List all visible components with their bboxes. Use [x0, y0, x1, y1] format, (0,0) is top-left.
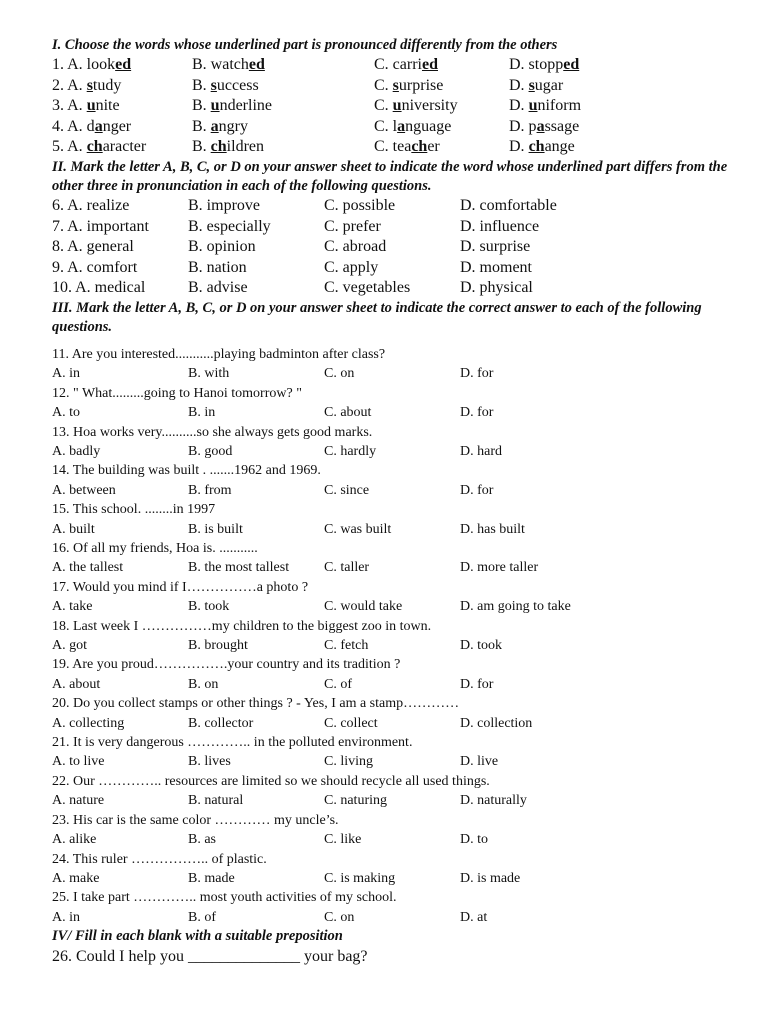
- underlined-part: u: [392, 97, 402, 115]
- question-row: [52, 137, 768, 158]
- answer-option: D. hard: [460, 443, 502, 459]
- option-text: B.: [192, 97, 211, 115]
- option-text: C.: [374, 76, 393, 94]
- option-text: A. d: [67, 117, 95, 135]
- answer-option: C. would take: [324, 599, 403, 615]
- answer-option: A. to live: [52, 754, 105, 770]
- answer-option: C. was built: [324, 521, 392, 537]
- answer-option: C. like: [324, 832, 362, 848]
- underlined-part: a: [94, 117, 103, 135]
- question-text: 26. Could I help you ______________ your bag?: [52, 948, 368, 966]
- options-row: [52, 752, 768, 771]
- answer-option: B. advise: [188, 279, 248, 297]
- answer-option: A. nature: [52, 793, 105, 809]
- options-row: [52, 908, 768, 927]
- answer-option: [192, 55, 374, 76]
- option-text: C. carri: [374, 56, 422, 73]
- answer-option: B. especially: [188, 217, 271, 235]
- question-number: 4.: [52, 117, 64, 135]
- answer-option: C. since: [324, 482, 370, 498]
- answer-option: C. fetch: [324, 638, 369, 654]
- underlined-part: u: [86, 97, 96, 115]
- answer-option: D. to: [460, 832, 488, 848]
- part-2: [52, 158, 768, 299]
- answer-option: D. physical: [460, 279, 533, 297]
- option-text: nderline: [219, 97, 272, 115]
- option-text: B.: [192, 117, 211, 135]
- question-text: 17. Would you mind if I……………a photo ?: [52, 579, 309, 595]
- answer-option: B. took: [188, 599, 230, 615]
- answer-option: C. possible: [324, 196, 396, 214]
- option-text: niform: [537, 97, 582, 115]
- answer-option: C. on: [324, 366, 355, 382]
- question-text: 20. Do you collect stamps or other things ? - Yes, I am a stamp…………: [52, 696, 460, 712]
- part-3-questions: [52, 345, 768, 927]
- answer-option: B. improve: [188, 196, 260, 214]
- answer-option: A. in: [52, 909, 80, 925]
- question-text: 21. It is very dangerous ………….. in the polluted environment.: [52, 735, 413, 751]
- answer-option: C. prefer: [324, 217, 381, 235]
- question-text: 22. Our ………….. resources are limited so we should recycle all used things.: [52, 773, 490, 789]
- question-row: [52, 76, 768, 97]
- question-row: [52, 237, 768, 258]
- part-1-questions: [52, 55, 768, 158]
- options-row: [52, 520, 768, 539]
- answer-option: [52, 258, 188, 279]
- question-number: 3.: [52, 97, 64, 115]
- answer-option: C. is making: [324, 870, 396, 886]
- part-1-heading: I. Choose the words whose underlined part is pronounced differently from the others: [52, 37, 558, 53]
- answer-option: C. apply: [324, 258, 379, 276]
- option-text: ssage: [544, 117, 580, 135]
- answer-option: [192, 96, 374, 117]
- answer-option: D. moment: [460, 258, 532, 276]
- answer-option: A. collecting: [52, 715, 125, 731]
- option-text: ngry: [218, 117, 248, 135]
- answer-option: B. nation: [188, 258, 247, 276]
- answer-option: C. naturing: [324, 793, 387, 809]
- answer-option: [52, 217, 188, 238]
- answer-option: B. good: [188, 443, 233, 459]
- answer-option: [192, 137, 374, 158]
- option-text: ange: [544, 138, 575, 156]
- answer-option: C. living: [324, 754, 374, 770]
- option-text: B.: [192, 138, 211, 156]
- answer-option: [52, 117, 192, 138]
- question-text: 11. Are you interested...........playing badminton after class?: [52, 346, 386, 362]
- option-text: D.: [509, 97, 529, 115]
- question-row: [52, 96, 768, 117]
- option-text: A.: [67, 76, 87, 94]
- answer-option: [52, 55, 192, 76]
- option-text: A. look: [67, 56, 116, 73]
- option-text: D. stopp: [509, 56, 564, 73]
- answer-option: [374, 55, 509, 76]
- answer-option: A. got: [52, 638, 87, 654]
- question-row: [52, 217, 768, 238]
- option-text: A. medical: [75, 279, 146, 297]
- underlined-part: ed: [421, 56, 438, 73]
- option-text: nite: [95, 97, 120, 115]
- underlined-part: ed: [248, 56, 265, 73]
- option-text: ugar: [534, 76, 564, 94]
- question-row: [52, 196, 768, 217]
- question-text: 16. Of all my friends, Hoa is. ...........: [52, 541, 258, 556]
- answer-option: [509, 96, 649, 117]
- part-4-questions: [52, 946, 768, 968]
- underlined-part: ch: [86, 138, 103, 156]
- question-number: 8.: [52, 238, 64, 256]
- question-text: 18. Last week I ……………my children to the biggest zoo in town.: [52, 618, 432, 634]
- answer-option: [374, 76, 509, 97]
- answer-option: A. to: [52, 405, 80, 421]
- answer-option: B. with: [188, 366, 230, 382]
- answer-option: D. am going to take: [460, 599, 571, 615]
- question-row: [52, 258, 768, 279]
- option-text: A. important: [67, 217, 149, 235]
- question-text: 23. His car is the same color ………… my uncle’s.: [52, 812, 339, 828]
- answer-option: [192, 117, 374, 138]
- answer-option: [52, 76, 192, 97]
- answer-option: D. took: [460, 638, 502, 654]
- underlined-part: u: [528, 97, 538, 115]
- option-text: C. tea: [374, 138, 412, 156]
- answer-option: B. is built: [188, 521, 243, 537]
- answer-option: C. about: [324, 405, 372, 421]
- answer-option: [52, 96, 192, 117]
- answer-option: [192, 76, 374, 97]
- underlined-part: a: [210, 117, 219, 135]
- answer-option: A. between: [52, 482, 116, 498]
- answer-option: D. comfortable: [460, 196, 557, 214]
- options-row: [52, 403, 768, 422]
- option-text: tudy: [92, 76, 122, 94]
- underlined-part: s: [210, 76, 217, 94]
- options-row: [52, 558, 768, 577]
- option-text: nguage: [405, 117, 452, 135]
- answer-option: B. on: [188, 676, 219, 692]
- options-row: [52, 597, 768, 616]
- answer-option: A. built: [52, 521, 95, 537]
- underlined-part: ch: [528, 138, 545, 156]
- underlined-part: s: [86, 76, 93, 94]
- answer-option: D. has built: [460, 521, 525, 537]
- options-row: [52, 442, 768, 461]
- answer-option: B. brought: [188, 638, 248, 654]
- underlined-part: ch: [411, 138, 428, 156]
- answer-option: [52, 278, 188, 299]
- answer-option: B. as: [188, 832, 216, 848]
- question-row: [52, 278, 768, 299]
- underlined-part: a: [397, 117, 406, 135]
- answer-option: B. in: [188, 405, 216, 421]
- answer-option: B. made: [188, 870, 235, 886]
- underlined-part: ed: [563, 56, 580, 73]
- part-2-questions: [52, 196, 768, 299]
- question-number: 6.: [52, 196, 64, 214]
- underlined-part: s: [392, 76, 399, 94]
- answer-option: B. lives: [188, 754, 231, 770]
- option-text: A. realize: [67, 196, 130, 214]
- answer-option: [374, 137, 509, 158]
- answer-option: C. abroad: [324, 238, 387, 256]
- question-number: 1.: [52, 56, 64, 73]
- answer-option: C. hardly: [324, 443, 377, 459]
- answer-option: B. collector: [188, 715, 254, 731]
- option-text: A.: [67, 138, 87, 156]
- option-text: A. comfort: [67, 258, 138, 276]
- answer-option: A. in: [52, 366, 80, 382]
- answer-option: [374, 117, 509, 138]
- options-row: [52, 791, 768, 810]
- spacer: [52, 337, 768, 345]
- option-text: D.: [509, 138, 529, 156]
- options-row: [52, 675, 768, 694]
- answer-option: B. the most tallest: [188, 560, 290, 576]
- option-text: uccess: [216, 76, 259, 94]
- answer-option: C. of: [324, 676, 352, 692]
- answer-option: [52, 196, 188, 217]
- answer-option: [52, 137, 192, 158]
- underlined-part: u: [210, 97, 220, 115]
- answer-option: D. live: [460, 754, 499, 770]
- answer-option: A. badly: [52, 443, 101, 459]
- answer-option: A. about: [52, 676, 101, 692]
- option-text: er: [427, 138, 440, 156]
- answer-option: [374, 96, 509, 117]
- option-text: nger: [102, 117, 132, 135]
- answer-option: D. for: [460, 366, 494, 382]
- answer-option: D. naturally: [460, 793, 527, 809]
- underlined-part: ch: [210, 138, 227, 156]
- options-row: [52, 714, 768, 733]
- option-text: C.: [374, 97, 393, 115]
- answer-option: D. is made: [460, 870, 521, 886]
- answer-option: A. the tallest: [52, 560, 124, 576]
- option-text: B.: [192, 76, 211, 94]
- question-text: 19. Are you proud…………….your country and its tradition ?: [52, 657, 401, 673]
- underlined-part: a: [536, 117, 545, 135]
- part-2-heading: II. Mark the letter A, B, C, or D on your answer sheet to indicate the word whose underlined part differs from the other three in pronunciation in each of the following questions.: [52, 158, 728, 194]
- question-text: 24. This ruler …………….. of plastic.: [52, 851, 267, 867]
- question-text: 13. Hoa works very..........so she always gets good marks.: [52, 424, 373, 440]
- options-row: [52, 364, 768, 383]
- answer-option: B. of: [188, 909, 216, 925]
- part-1: [52, 36, 768, 158]
- answer-option: C. vegetables: [324, 279, 411, 297]
- options-row: [52, 830, 768, 849]
- question-number: 2.: [52, 76, 64, 94]
- question-number: 5.: [52, 138, 64, 156]
- options-row: [52, 636, 768, 655]
- answer-option: D. influence: [460, 217, 540, 235]
- answer-option: [509, 137, 649, 158]
- question-number: 10.: [52, 279, 72, 297]
- option-text: A. general: [67, 238, 134, 256]
- question-row: [52, 55, 768, 76]
- option-text: C. l: [374, 117, 398, 135]
- answer-option: [52, 237, 188, 258]
- question-text: 25. I take part ………….. most youth activities of my school.: [52, 890, 397, 906]
- question-number: 7.: [52, 217, 64, 235]
- answer-option: D. at: [460, 909, 488, 925]
- answer-option: B. opinion: [188, 238, 256, 256]
- answer-option: C. collect: [324, 715, 378, 731]
- option-text: ildren: [226, 138, 264, 156]
- option-text: urprise: [398, 76, 444, 94]
- answer-option: [509, 76, 649, 97]
- part-4-heading: IV/ Fill in each blank with a suitable preposition: [52, 928, 343, 945]
- question-text: 12. " What.........going to Hanoi tomorrow? ": [52, 385, 302, 401]
- part-4: [52, 927, 768, 968]
- part-3: [52, 299, 768, 927]
- answer-option: D. for: [460, 482, 494, 498]
- part-3-heading: III. Mark the letter A, B, C, or D on your answer sheet to indicate the correct answer to each of the following questions.: [52, 299, 702, 335]
- answer-option: [509, 117, 649, 138]
- options-row: [52, 481, 768, 500]
- option-text: D. p: [509, 117, 537, 135]
- answer-option: A. make: [52, 870, 100, 886]
- answer-option: C. on: [324, 909, 355, 925]
- options-row: [52, 869, 768, 888]
- answer-option: A. alike: [52, 832, 97, 848]
- answer-option: D. surprise: [460, 238, 531, 256]
- underlined-part: s: [528, 76, 535, 94]
- answer-option: B. natural: [188, 793, 244, 809]
- answer-option: [509, 55, 649, 76]
- option-text: niversity: [401, 97, 458, 115]
- answer-option: D. for: [460, 676, 494, 692]
- answer-option: D. for: [460, 405, 494, 421]
- option-text: A.: [67, 97, 87, 115]
- option-text: D.: [509, 76, 529, 94]
- question-number: 9.: [52, 258, 64, 276]
- question-row: [52, 117, 768, 138]
- option-text: aracter: [102, 138, 147, 156]
- underlined-part: ed: [115, 56, 132, 73]
- answer-option: C. taller: [324, 560, 370, 576]
- option-text: B. watch: [192, 56, 249, 73]
- answer-option: D. more taller: [460, 560, 539, 576]
- question-text: 14. The building was built . .......1962 and 1969.: [52, 463, 321, 479]
- answer-option: B. from: [188, 482, 232, 498]
- question-text: 15. This school. ........in 1997: [52, 502, 216, 518]
- answer-option: D. collection: [460, 715, 533, 731]
- answer-option: A. take: [52, 599, 93, 615]
